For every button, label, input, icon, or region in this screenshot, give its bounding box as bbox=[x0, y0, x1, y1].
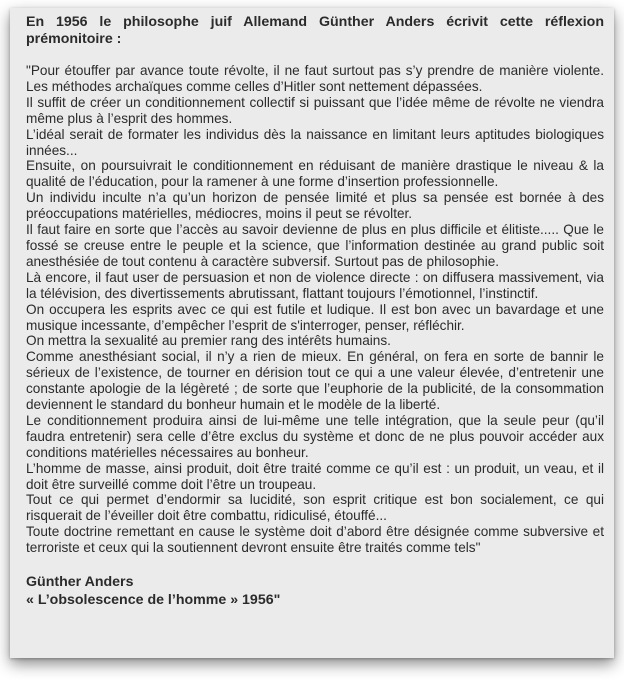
quote-paragraph: Ensuite, on poursuivrait le conditionnement en réduisant de manière drastique le niveau & la qualité de l’éducation, pour la ramener à une forme d’insertion professionnelle. bbox=[26, 158, 604, 190]
quote-paragraph: L’homme de masse, ainsi produit, doit être traité comme ce qu’il est : un produit, un veau, et il doit être surveillé comme doit l’être un troupeau. bbox=[26, 460, 604, 492]
quote-paragraph: Il faut faire en sorte que l’accès au savoir devienne de plus en plus difficile et élitiste..... Que le fossé se creuse entre le peuple et la science, que l’information destinée au grand public soit anesthésiée de tout contenu à caractère subversif. Surtout pas de philosophie. bbox=[26, 222, 604, 269]
quote-paragraph: On occupera les esprits avec ce qui est futile et ludique. Il est bon avec un bavardage et une musique incessante, d’empêcher l’esprit de s'interroger, penser, réfléchir. bbox=[26, 301, 604, 333]
intro-heading: En 1956 le philosophe juif Allemand Günther Anders écrivit cette réflexion prémonitoire : bbox=[26, 14, 604, 47]
quote-paragraph: On mettra la sexualité au premier rang des intérêts humains. bbox=[26, 333, 391, 349]
quote-paragraph: Comme anesthésiant social, il n’y a rien de mieux. En général, on fera en sorte de bannir le sérieux de l’existence, de tourner en dérision tout ce qui a une valeur élevée, d’entretenir une constante apologie de la légèreté ; de sorte que l’euphorie de la publicité, de la consommation deviennent le standard du bonheur humain et le modèle de la liberté. bbox=[26, 349, 604, 413]
quote-paragraph: Le conditionnement produira ainsi de lui-même une telle intégration, que la seule peur (qu’il faudra entretenir) sera celle d’être exclus du système et donc de ne plus pouvoir accéder aux conditions matérielles nécessaires au bonheur. bbox=[26, 412, 604, 460]
quote-paragraph: Il suffit de créer un conditionnement collectif si puissant que l’idée même de révolte ne viendra même plus à l’esprit des hommes. bbox=[26, 94, 604, 126]
source-title: « L’obsolescence de l’homme » 1956" bbox=[26, 592, 281, 609]
quote-paragraph: Tout ce qui permet d’endormir sa lucidité, son esprit critique est bon socialement, ce qui risquerait de l’éveiller doit être combattu, ridiculisé, étouffé... bbox=[26, 492, 604, 524]
quote-paragraph: L’idéal serait de formater les individus dès la naissance en limitant leurs aptitudes biologiques innées... bbox=[26, 126, 604, 158]
quote-paragraph: Un individu inculte n’a qu’un horizon de pensée limité et plus sa pensée est bornée à des préoccupations matérielles, médiocres, moins il peut se révolter. bbox=[26, 190, 604, 222]
attribution bbox=[26, 573, 604, 609]
quote-paragraph: "Pour étouffer par avance toute révolte, il ne faut surtout pas s’y prendre de manière violente. Les méthodes archaïques comme celles d’Hitler sont nettement dépassées. bbox=[26, 63, 604, 94]
quote-paragraph: Toute doctrine remettant en cause le système doit d’abord être désignée comme subversive et terroriste et ceux qui la soutiennent devront ensuite être traités comme tels" bbox=[26, 524, 604, 556]
author-name: Günther Anders bbox=[26, 574, 134, 591]
quote-body bbox=[26, 63, 604, 556]
quote-card bbox=[10, 8, 614, 658]
quote-paragraph: Là encore, il faut user de persuasion et non de violence directe : on diffusera massivement, via la télévision, des divertissements abrutissant, flattant toujours l’émotionnel, l’instinctif. bbox=[26, 269, 604, 301]
